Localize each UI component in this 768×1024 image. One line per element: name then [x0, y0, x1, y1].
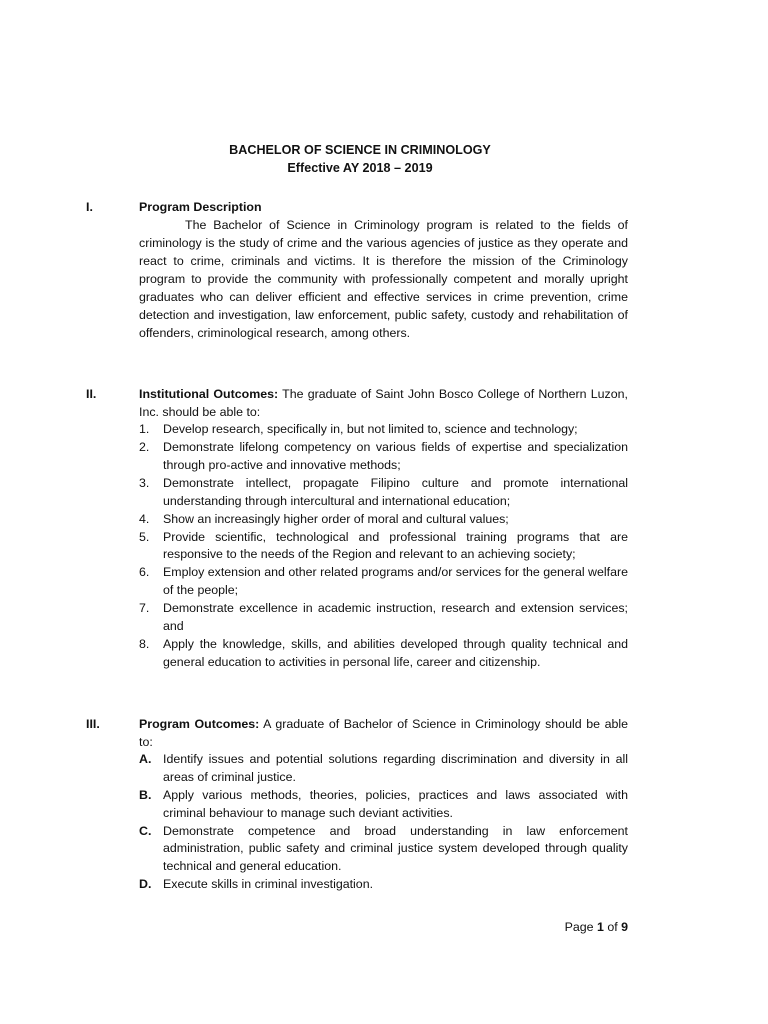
page-footer	[565, 918, 628, 936]
list-marker: 3.	[139, 475, 150, 490]
section-1-heading: Program Description	[139, 200, 262, 214]
program-outcomes-list	[139, 751, 628, 894]
list-item-text: Show an increasingly higher order of moral and cultural values;	[163, 511, 509, 526]
list-item	[139, 564, 628, 600]
list-marker: B.	[139, 787, 152, 802]
list-item	[139, 600, 628, 636]
section-1-number: I.	[86, 200, 93, 214]
section-1-body: The Bachelor of Science in Criminology program is related to the fields of criminology is the study of crime and the various agencies of justice as they operate and react to crime, criminals and victims. It is therefore the mission of the Criminology program to provide the community with professionally competent and morally upright graduates who can deliver efficient and effective services in crime prevention, crime detection and investigation, law enforcement, public safety, custody and rehabilitation of offenders, criminological research, among others.	[139, 218, 628, 340]
list-marker: C.	[139, 823, 152, 838]
list-marker: 7.	[139, 601, 150, 616]
list-item	[139, 511, 628, 529]
institutional-outcomes-list	[139, 421, 628, 671]
list-item-text: Provide scientific, technological and professional training programs that are responsive to the needs of the Region and relevant to an achieving society;	[163, 529, 628, 562]
list-marker: 2.	[139, 439, 150, 454]
list-item-text: Demonstrate competence and broad understanding in law enforcement administration, public safety and criminal justice system developed through quality technical and general education.	[163, 823, 628, 874]
list-marker: 6.	[139, 565, 150, 580]
list-item	[139, 636, 628, 672]
list-item-text: Execute skills in criminal investigation.	[163, 877, 374, 892]
list-item-text: Demonstrate intellect, propagate Filipino culture and promote international understanding through intercultural and international education;	[163, 475, 628, 508]
section-2	[139, 385, 628, 672]
section-3	[139, 715, 628, 894]
list-item	[139, 529, 628, 565]
section-3-number: III.	[86, 717, 100, 731]
list-marker: 4.	[139, 511, 150, 526]
list-marker: 5.	[139, 529, 150, 544]
page-total: 9	[621, 920, 628, 934]
section-2-heading: Institutional Outcomes:	[139, 387, 279, 401]
list-item	[139, 751, 628, 787]
list-item	[139, 439, 628, 475]
list-item	[139, 787, 628, 823]
list-item	[139, 421, 628, 439]
list-item	[139, 823, 628, 876]
page-of-label: of	[603, 920, 622, 934]
list-item-text: Develop research, specifically in, but not limited to, science and technology;	[163, 422, 578, 436]
section-2-number: II.	[86, 387, 97, 401]
list-item-text: Demonstrate excellence in academic instruction, research and extension services; and	[163, 601, 628, 633]
page-label: Page	[564, 920, 597, 934]
section-2-intro	[139, 385, 628, 421]
list-item-text: Identify issues and potential solutions regarding discrimination and diversity in all areas of criminal justice.	[163, 752, 628, 784]
list-item-text: Employ extension and other related programs and/or services for the general welfare of the people;	[163, 565, 628, 598]
section-3-heading: Program Outcomes:	[139, 717, 260, 731]
list-marker: A.	[139, 752, 152, 766]
section-3-intro	[139, 715, 628, 751]
list-item-text: Demonstrate lifelong competency on various fields of expertise and specialization through pro-active and innovative methods;	[163, 439, 628, 472]
list-item-text: Apply the knowledge, skills, and abilities developed through quality technical and general education to activities in personal life, career and citizenship.	[163, 636, 628, 669]
list-marker: D.	[139, 877, 152, 892]
list-item	[139, 876, 628, 894]
section-3-intro-text: A graduate of Bachelor of Science in Criminology should be able to:	[139, 717, 628, 749]
list-item-text: Apply various methods, theories, policies, practices and laws associated with criminal behaviour to manage such deviant activities.	[163, 787, 628, 820]
list-marker: 1.	[139, 422, 150, 436]
list-marker: 8.	[139, 636, 150, 651]
document-subtitle: Effective AY 2018 – 2019	[287, 161, 433, 175]
page-number: 1	[596, 920, 604, 934]
section-1	[139, 198, 628, 342]
section-2-intro-text: The graduate of Saint John Bosco College of Northern Luzon, Inc. should be able to:	[139, 387, 628, 419]
list-item	[139, 475, 628, 511]
document-title: BACHELOR OF SCIENCE IN CRIMINOLOGY	[229, 143, 491, 157]
